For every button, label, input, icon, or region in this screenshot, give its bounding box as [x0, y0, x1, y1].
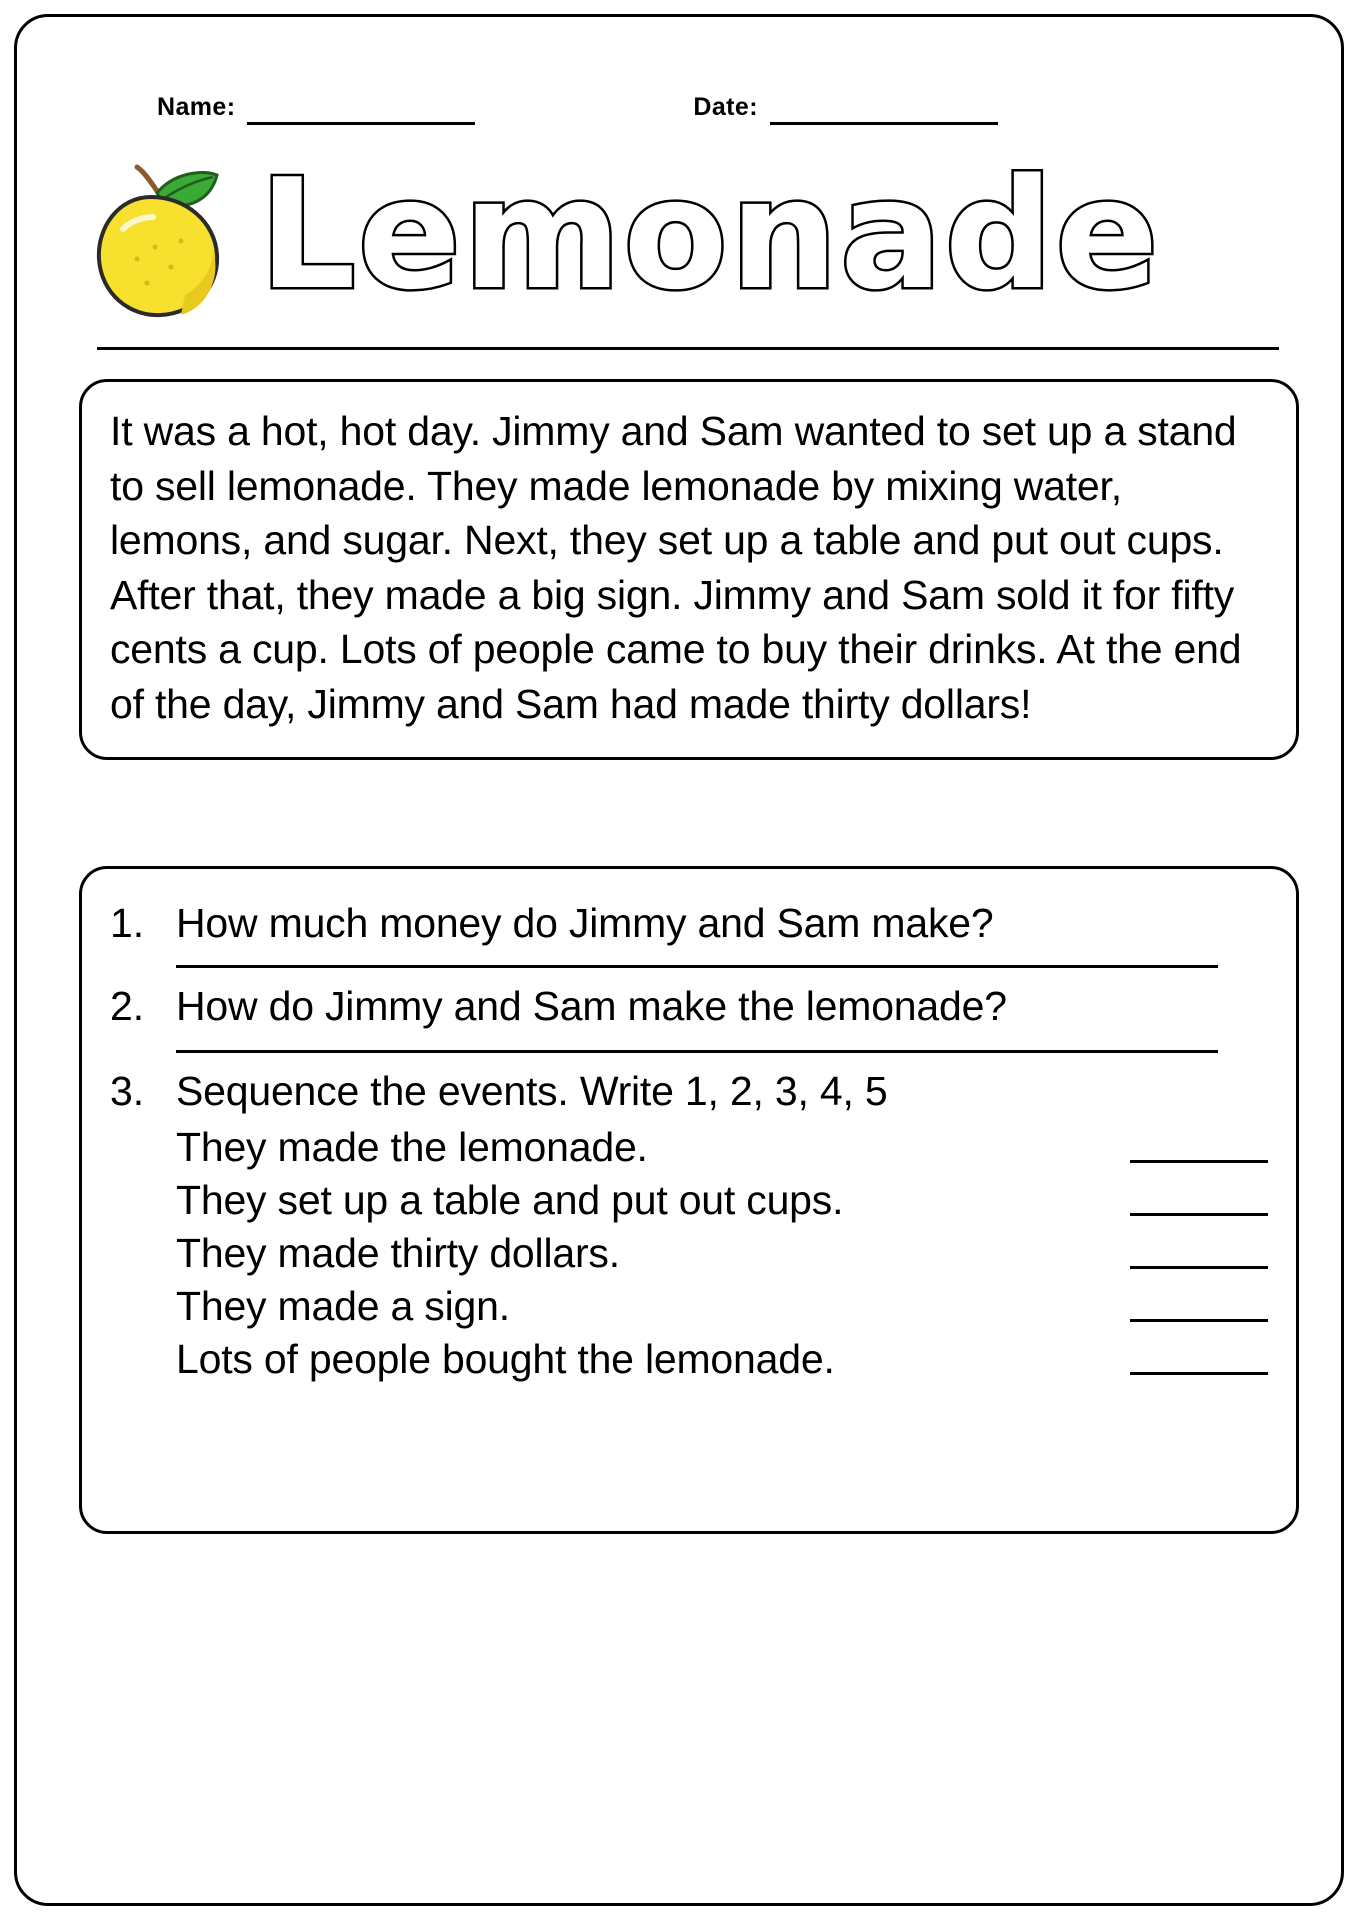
sequence-item-label: They made thirty dollars. [176, 1230, 620, 1276]
answer-line-2[interactable] [176, 1050, 1218, 1053]
answer-line-1[interactable] [176, 965, 1218, 968]
question-2 [110, 978, 1268, 1034]
sequence-answer-blank[interactable] [1130, 1372, 1268, 1375]
sequence-item [176, 1278, 1268, 1331]
sequence-item [176, 1331, 1268, 1384]
question-3-number: 3. [110, 1068, 145, 1114]
sequence-answer-blank[interactable] [1130, 1160, 1268, 1163]
sequence-item [176, 1225, 1268, 1278]
sequence-list [176, 1119, 1268, 1384]
name-date-row [157, 79, 1217, 125]
sequence-item-label: They set up a table and put out cups. [176, 1177, 844, 1223]
sequence-item [176, 1172, 1268, 1225]
page-title: Lemonade [259, 146, 1161, 323]
question-3-text: Sequence the events. Write 1, 2, 3, 4, 5 [176, 1068, 888, 1114]
question-3 [110, 1063, 1268, 1119]
question-2-number: 2. [110, 983, 145, 1029]
sequence-item-label: Lots of people bought the lemonade. [176, 1336, 835, 1382]
worksheet-border [14, 14, 1344, 1906]
title-divider [97, 347, 1279, 350]
passage-box [79, 379, 1299, 760]
question-2-text: How do Jimmy and Sam make the lemonade? [176, 983, 1007, 1029]
passage-text: It was a hot, hot day. Jimmy and Sam wanted to set up a stand to sell lemonade. They made lemonade by mixing water, lemons, and sugar. Next, they set up a table and put out cups. After that, they made a big sign. Jimmy and Sam sold it for fifty cents a cup. Lots of people came to buy their drinks. At the end of the day, Jimmy and Sam had made thirty dollars! [110, 408, 1242, 727]
question-1 [110, 895, 1268, 951]
questions-box [79, 866, 1299, 1534]
lemon-icon [85, 155, 235, 330]
date-input-line[interactable] [770, 122, 998, 125]
sequence-answer-blank[interactable] [1130, 1319, 1268, 1322]
sequence-item-label: They made a sign. [176, 1283, 510, 1329]
sequence-answer-blank[interactable] [1130, 1266, 1268, 1269]
title-block [77, 137, 1287, 337]
date-label: Date: [693, 93, 758, 121]
name-label: Name: [157, 93, 236, 121]
sequence-item-label: They made the lemonade. [176, 1124, 648, 1170]
name-input-line[interactable] [247, 122, 475, 125]
sequence-answer-blank[interactable] [1130, 1213, 1268, 1216]
sequence-item [176, 1119, 1268, 1172]
question-1-number: 1. [110, 900, 145, 946]
question-1-text: How much money do Jimmy and Sam make? [176, 900, 994, 946]
